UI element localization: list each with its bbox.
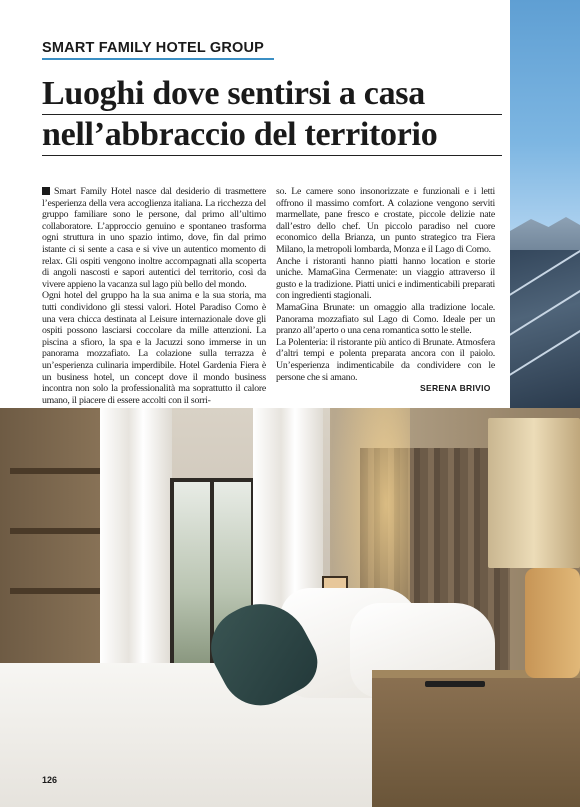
paragraph: so. Le camere sono insonorizzate e funzionali e i letti offrono il massimo comfort. A colazione vengono serviti marmellate, pane fresco e crostate, piccole delizie nate dall’estro dello chef. Un piccolo paradiso nel cuore economico della Brianza, un punto strategico tra Fiera Milano, la metropoli lombarda, Monza e il Lago di Como. (276, 186, 495, 255)
curtain-left (100, 408, 172, 698)
paragraph-text: Smart Family Hotel nasce dal desiderio di trasmettere l’esperienza della vera accoglienza italiana. La ricchezza del gruppo familiare sono le persone, dal primo all’ultimo collaboratore. L’approccio genuino e spontaneo trasforma ogni struttura in uno spazio intimo, dove, fin dal primo istante ci si sente a casa e si vive un autentico momento di relax. Gli ospiti vengono inoltre accompagnati alla scoperta di angoli nascosti e sapori autentici del territorio, così da vivere appieno la vacanza sul lago più bello del mondo. (42, 186, 266, 290)
article-column-right (276, 186, 495, 383)
square-bullet-icon (42, 187, 50, 195)
author-byline: SERENA BRIVIO (420, 383, 491, 393)
paragraph: La Polenteria: il ristorante più antico di Brunate. Atmosfera d’altri tempi e polenta preparata ancora con il paiolo. Un’esperienza indimenticabile da condividere con le persone che si amano. (276, 336, 495, 383)
kicker-underline (42, 58, 274, 60)
paragraph (42, 186, 266, 290)
side-photo-sky-building (510, 0, 580, 408)
nightstand (372, 678, 580, 807)
shelf (10, 468, 100, 474)
section-kicker: SMART FAMILY HOTEL GROUP (42, 40, 265, 56)
paragraph: MamaGina Brunate: un omaggio alla tradizione locale. Panorama mozzafiato sul Lago di Como. Ideale per un pranzo all’aperto o una cena romantica sotto le stelle. (276, 301, 495, 337)
headline-line-2: nell’abbraccio del territorio (42, 115, 502, 156)
lamp-base (525, 568, 580, 678)
headline-line-1: Luoghi dove sentirsi a casa (42, 74, 502, 115)
shelf (10, 528, 100, 534)
paragraph: Ogni hotel del gruppo ha la sua anima e la sua storia, ma tutti condividono gli stessi valori. Hotel Paradiso Como è una vera chicca destinata al Leisure internazionale dove gli ospiti possono lasciarsi coccolare da mille attenzioni. La piscina a sfioro, la spa e la Jacuzzi sono immerse in un panorama mozzafiato. La colazione sulla terrazza è un’esperienza culinaria imperdibile. Hotel Gardenia Fiera è un business hotel, un concept dove il mondo business incontra non solo la professionalità ma soprattutto il calore umano, il piacere di essere accolti con il sorri- (42, 290, 266, 406)
paragraph: Anche i ristoranti hanno piatti hanno location e storie uniche. MamaGina Cermenate: un viaggio attraverso il gusto e la tradizione. Piatti unici e indimenticabili preparati con ingredienti stagionali. (276, 255, 495, 302)
shelf (10, 588, 100, 594)
remote-control (425, 681, 485, 687)
page-number: 126 (42, 775, 58, 785)
article-column-left (42, 186, 266, 406)
article-headline (42, 74, 502, 156)
mountain-silhouette (510, 215, 580, 255)
hotel-room-photo (0, 408, 580, 807)
lamp-shade (488, 418, 580, 568)
